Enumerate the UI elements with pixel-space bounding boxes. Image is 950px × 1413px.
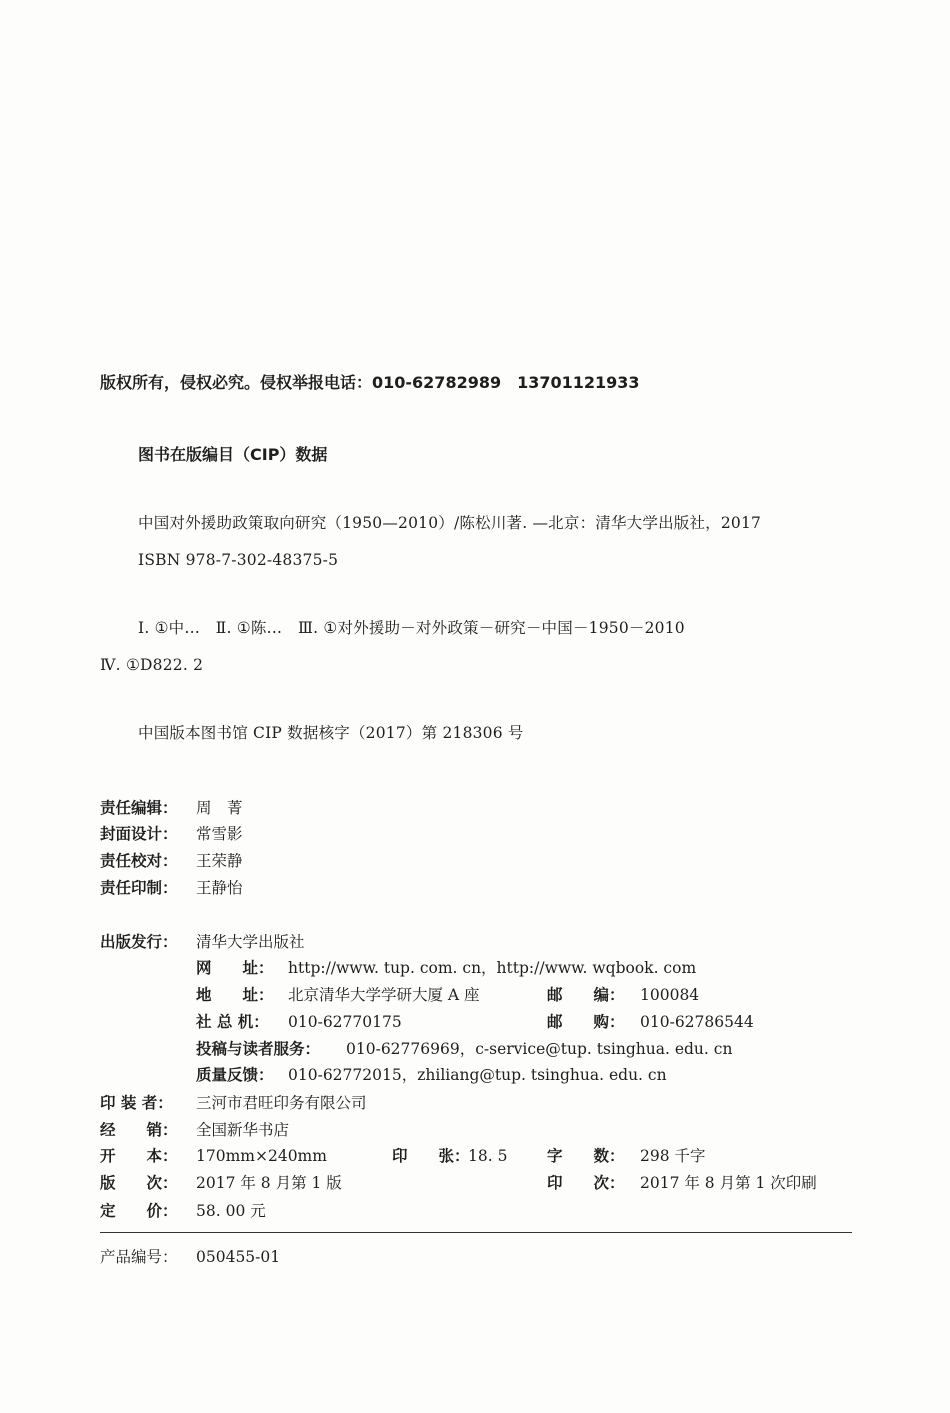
price-label: 定 价： — [100, 1202, 178, 1220]
cover-designer-name: 常雪影 — [196, 825, 243, 843]
product-code-value: 050455-01 — [196, 1248, 281, 1266]
sheets-label: 印 张： — [392, 1147, 470, 1165]
postcode-label: 邮 编： — [547, 986, 625, 1004]
divider-line — [100, 1232, 852, 1233]
cip-heading: 图书在版编目（CIP）数据 — [138, 445, 328, 464]
website-value: http://www. tup. com. cn，http://www. wqbook. com — [288, 959, 697, 977]
cip-classification: Ⅳ. ①D822. 2 — [100, 656, 204, 674]
mail-order-label: 邮 购： — [547, 1013, 625, 1031]
format-label: 开 本： — [100, 1147, 178, 1165]
editor-label: 责任编辑： — [100, 799, 178, 817]
word-count-value: 298 千字 — [640, 1147, 706, 1165]
postcode-value: 100084 — [640, 986, 700, 1004]
distributor-value: 全国新华书店 — [196, 1121, 290, 1139]
impression-value: 2017 年 8 月第 1 次印刷 — [640, 1174, 817, 1192]
website-label: 网 址： — [196, 959, 274, 977]
printer-value: 三河市君旺印务有限公司 — [196, 1094, 367, 1112]
product-code-label: 产品编号： — [100, 1248, 178, 1266]
cip-subjects: Ⅰ. ①中… Ⅱ. ①陈… Ⅲ. ①对外援助－对外政策－研究－中国－1950－2010 — [138, 619, 685, 637]
switchboard-label: 社 总 机： — [196, 1013, 269, 1031]
copyright-notice: 版权所有，侵权必究。侵权举报电话：010-62782989 13701121933 — [100, 373, 640, 392]
printer-label: 印 装 者： — [100, 1094, 173, 1112]
word-count-label: 字 数： — [547, 1147, 625, 1165]
address-value: 北京清华大学学研大厦 A 座 — [288, 986, 480, 1004]
proofreader-name: 王荣静 — [196, 852, 243, 870]
address-label: 地 址： — [196, 986, 274, 1004]
print-manager-name: 王静怡 — [196, 879, 243, 897]
distributor-label: 经 销： — [100, 1121, 178, 1139]
reader-service-value: 010-62776969，c-service@tup. tsinghua. edu. cn — [346, 1040, 733, 1058]
impression-label: 印 次： — [547, 1174, 625, 1192]
quality-feedback-label: 质量反馈： — [196, 1066, 274, 1084]
print-manager-label: 责任印制： — [100, 879, 178, 897]
publisher-name: 清华大学出版社 — [196, 933, 305, 951]
quality-feedback-value: 010-62772015，zhiliang@tup. tsinghua. edu. cn — [288, 1066, 667, 1084]
cip-entry-title: 中国对外援助政策取向研究（1950—2010）/陈松川著. —北京：清华大学出版社，2017 — [138, 514, 762, 532]
edition-value: 2017 年 8 月第 1 版 — [196, 1174, 342, 1192]
cip-record-number: 中国版本图书馆 CIP 数据核字（2017）第 218306 号 — [138, 724, 524, 742]
sheets-value: 18. 5 — [468, 1147, 508, 1165]
publisher-label: 出版发行： — [100, 933, 178, 951]
price-value: 58. 00 元 — [196, 1202, 266, 1220]
format-value: 170mm×240mm — [196, 1147, 327, 1165]
reader-service-label: 投稿与读者服务： — [196, 1040, 321, 1058]
cip-isbn: ISBN 978-7-302-48375-5 — [138, 551, 339, 569]
switchboard-value: 010-62770175 — [288, 1013, 402, 1031]
editor-name: 周 菁 — [196, 799, 243, 817]
proofreader-label: 责任校对： — [100, 852, 178, 870]
mail-order-value: 010-62786544 — [640, 1013, 754, 1031]
edition-label: 版 次： — [100, 1174, 178, 1192]
cover-designer-label: 封面设计： — [100, 825, 178, 843]
